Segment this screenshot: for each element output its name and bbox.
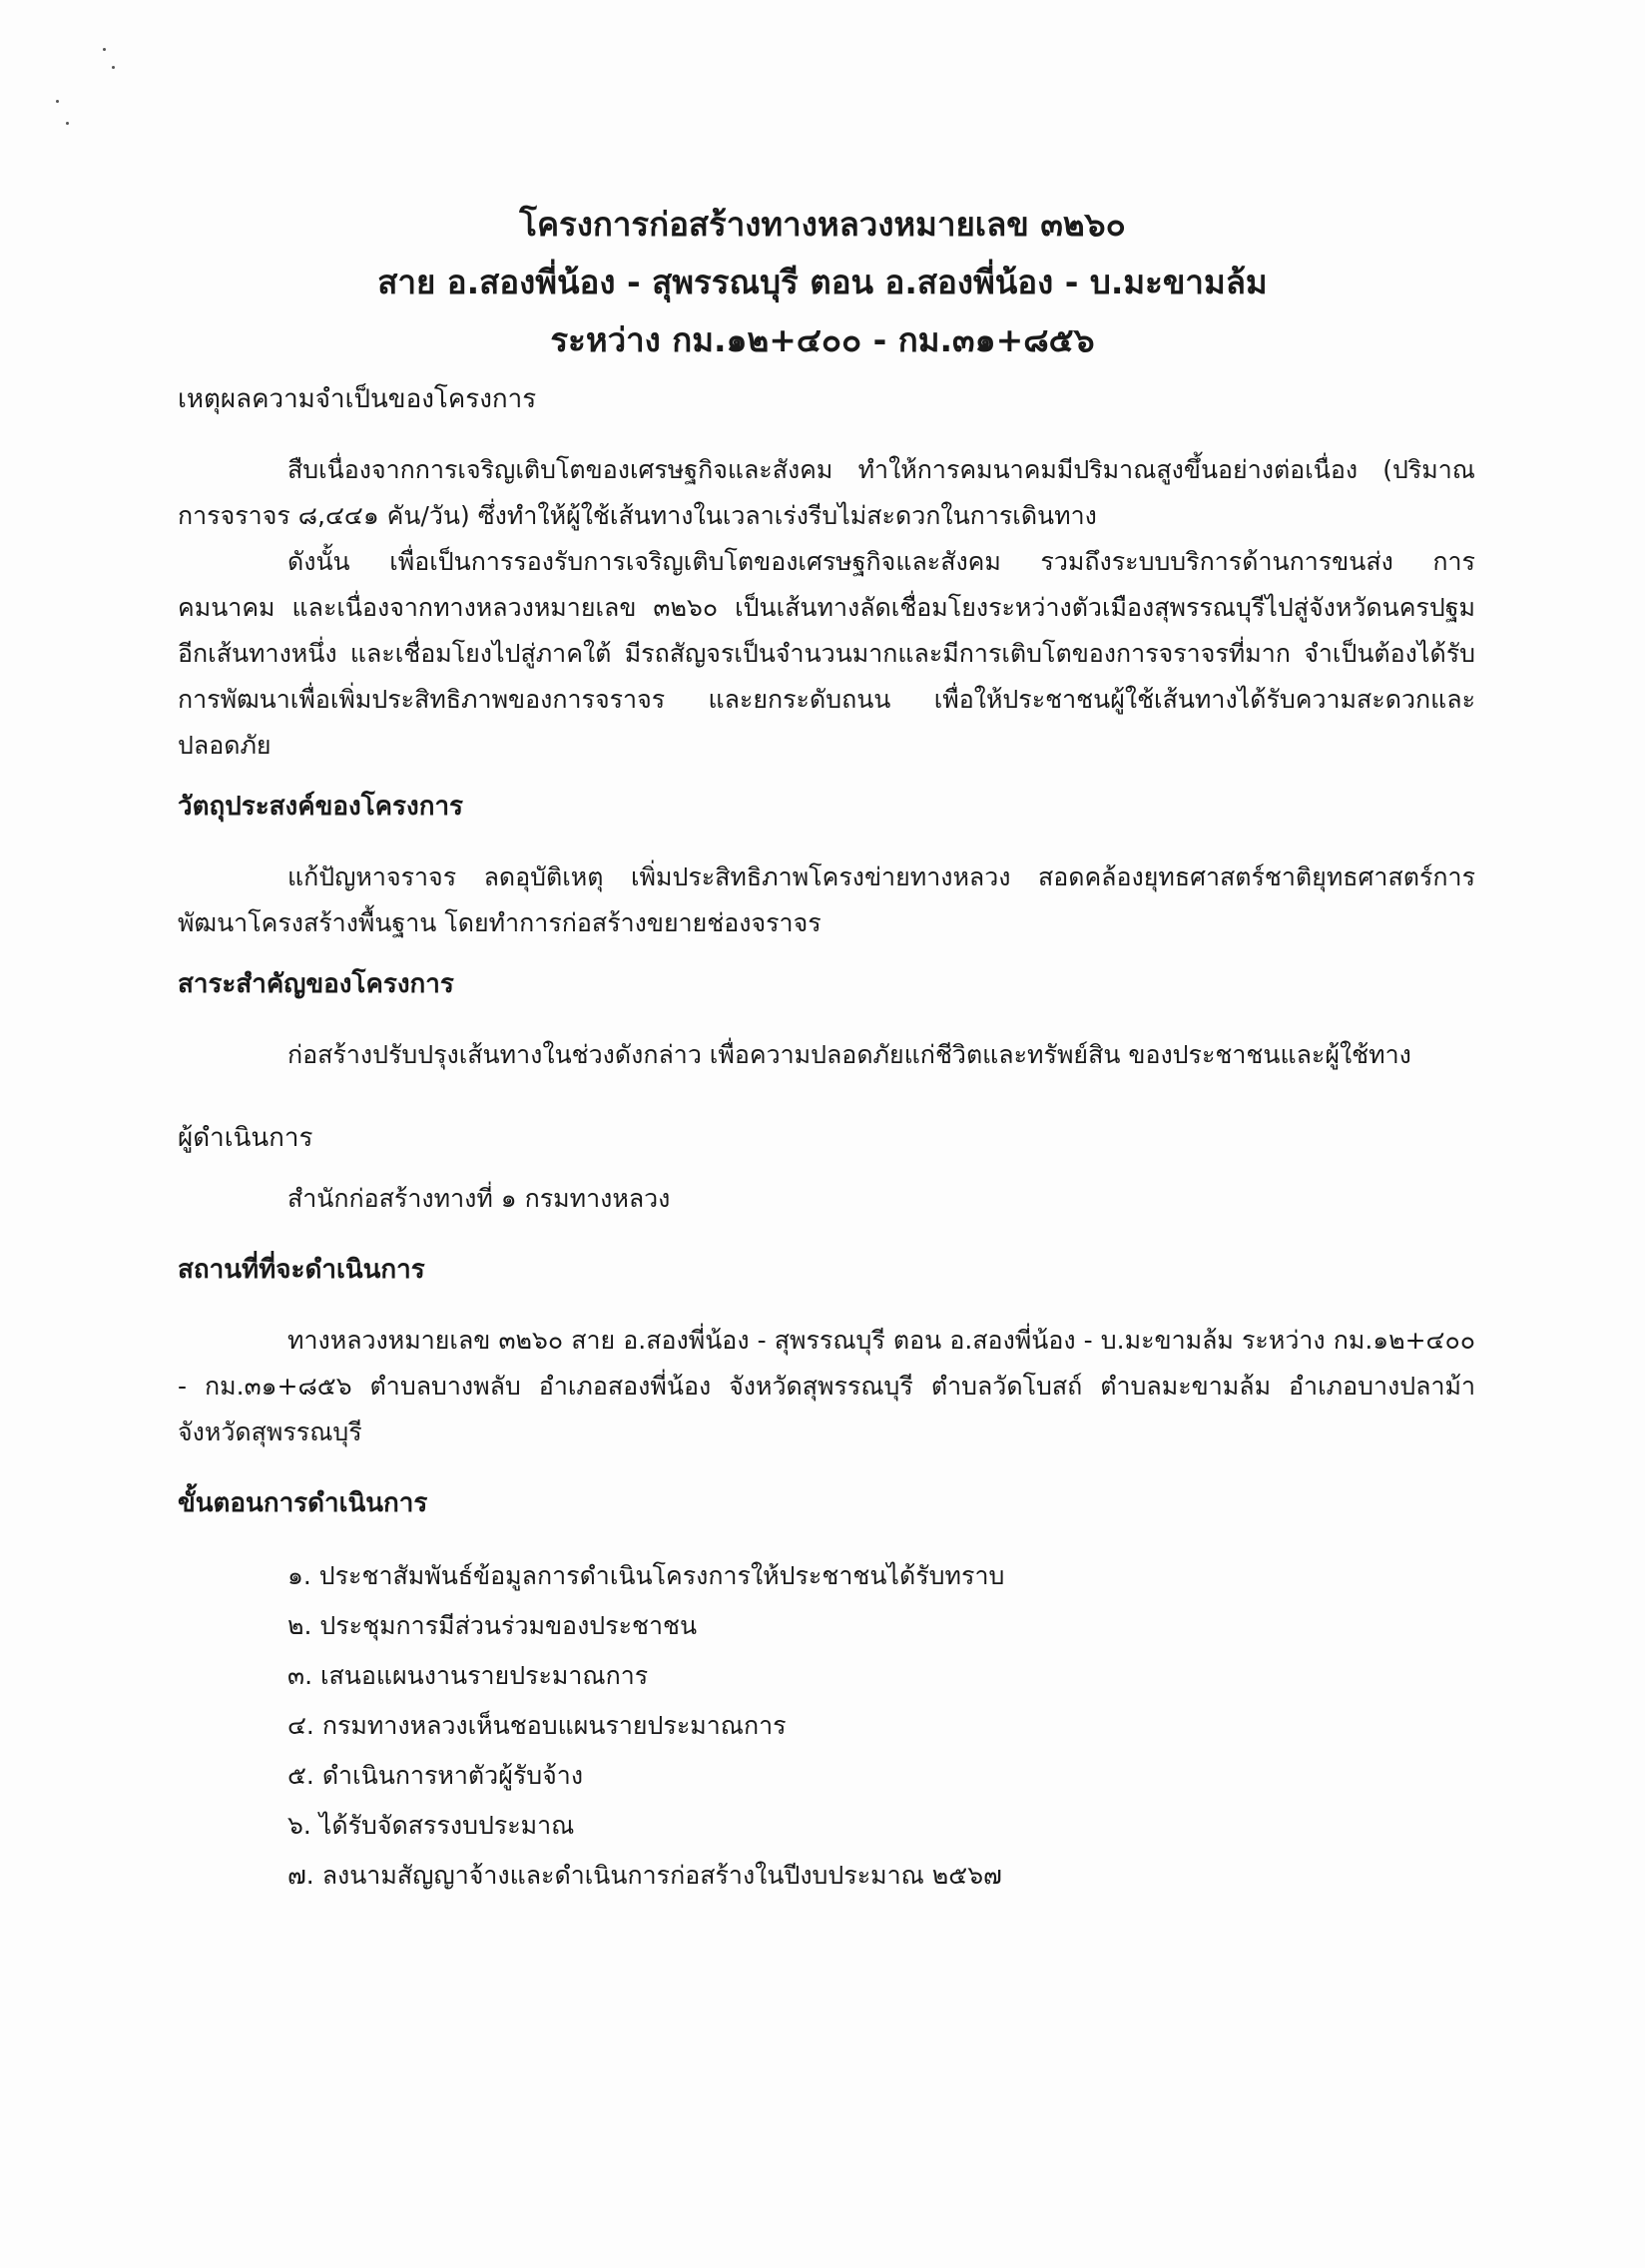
section-heading-operator: ผู้ดำเนินการ xyxy=(178,1123,313,1153)
title-line-2: สาย อ.สองพี่น้อง - สุพรรณบุรี ตอน อ.สองพี่น้อง - บ.มะขามล้ม xyxy=(377,263,1268,301)
operator-paragraph: สำนักก่อสร้างทางที่ ๑ กรมทางหลวง xyxy=(287,1184,671,1213)
essence-paragraph: ก่อสร้างปรับปรุงเส้นทางในช่วงดังกล่าว เพื่อความปลอดภัยแก่ชีวิตและทรัพย์สิน ของประชาชนและผู้ใช้ทาง xyxy=(287,1040,1411,1069)
scan-speck xyxy=(66,122,69,125)
steps-list xyxy=(178,1551,1475,1901)
location-paragraph: ทางหลวงหมายเลข ๓๒๖๐ สาย อ.สองพี่น้อง - สุพรรณบุรี ตอน อ.สองพี่น้อง - บ.มะขามล้ม ระหว่าง กม.๑๒+๔๐๐ - กม.๓๑+๘๕๖ ตำบลบางพลับ อำเภอสองพี่น้อง จังหวัดสุพรรณบุรี ตำบลวัดโบสถ์ ตำบลมะขามล้ม อำเภอบางปลาม้า จังหวัดสุพรรณบุรี xyxy=(178,1326,1475,1446)
list-item: ๗. ลงนามสัญญาจ้างและดำเนินการก่อสร้างในปีงบประมาณ ๒๕๖๗ xyxy=(287,1861,1002,1890)
section-heading-essence: สาระสำคัญของโครงการ xyxy=(178,969,454,999)
reason-paragraph-1: สืบเนื่องจากการเจริญเติบโตของเศรษฐกิจและสังคม ทำให้การคมนาคมมีปริมาณสูงขึ้นอย่างต่อเนื่อง (ปริมาณการจราจร ๘,๔๔๑ คัน/วัน) ซึ่งทำให้ผู้ใช้เส้นทางในเวลาเร่งรีบไม่สะดวกในการเดินทาง xyxy=(178,455,1475,530)
section-heading-location: สถานที่ที่จะดำเนินการ xyxy=(178,1255,425,1285)
list-item: ๑. ประชาสัมพันธ์ข้อมูลการดำเนินโครงการให้ประชาชนได้รับทราบ xyxy=(287,1561,1005,1590)
reason-paragraph-2: ดังนั้น เพื่อเป็นการรองรับการเจริญเติบโตของเศรษฐกิจและสังคม รวมถึงระบบบริการด้านการขนส่ง การคมนาคม และเนื่องจากทางหลวงหมายเลข ๓๒๖๐ เป็นเส้นทางลัดเชื่อมโยงระหว่างตัวเมืองสุพรรณบุรีไปสู่จังหวัดนครปฐมอีกเส้นทางหนึ่ง และเชื่อมโยงไปสู่ภาคใต้ มีรถสัญจรเป็นจำนวนมากและมีการเติบโตของการจราจรที่มาก จำเป็นต้องได้รับการพัฒนาเพื่อเพิ่มประสิทธิภาพของการจราจร และยกระดับถนน เพื่อให้ประชาชนผู้ใช้เส้นทางได้รับความสะดวกและปลอดภัย xyxy=(178,547,1475,760)
section-heading-steps: ขั้นตอนการดำเนินการ xyxy=(178,1488,428,1518)
list-item: ๕. ดำเนินการหาตัวผู้รับจ้าง xyxy=(287,1761,584,1790)
objective-paragraph: แก้ปัญหาจราจร ลดอุบัติเหตุ เพิ่มประสิทธิภาพโครงข่ายทางหลวง สอดคล้องยุทธศาสตร์ชาติยุทธศาสตร์การพัฒนาโครงสร้างพื้นฐาน โดยทำการก่อสร้างขยายช่องจราจร xyxy=(178,862,1475,937)
scan-speck xyxy=(112,66,115,69)
document-title xyxy=(0,196,1645,369)
scan-speck xyxy=(56,100,59,103)
scan-speck xyxy=(103,48,106,51)
section-heading-reason: เหตุผลความจำเป็นของโครงการ xyxy=(178,384,537,414)
section-heading-objective: วัตถุประสงค์ของโครงการ xyxy=(178,792,464,822)
document-body xyxy=(178,377,1475,1901)
list-item: ๓. เสนอแผนงานรายประมาณการ xyxy=(287,1661,649,1690)
list-item: ๒. ประชุมการมีส่วนร่วมของประชาชน xyxy=(287,1611,698,1640)
list-item: ๔. กรมทางหลวงเห็นชอบแผนรายประมาณการ xyxy=(287,1711,787,1740)
title-line-3: ระหว่าง กม.๑๒+๔๐๐ - กม.๓๑+๘๕๖ xyxy=(550,320,1095,359)
list-item: ๖. ได้รับจัดสรรงบประมาณ xyxy=(287,1811,575,1840)
title-line-1: โครงการก่อสร้างทางหลวงหมายเลข ๓๒๖๐ xyxy=(519,205,1126,244)
